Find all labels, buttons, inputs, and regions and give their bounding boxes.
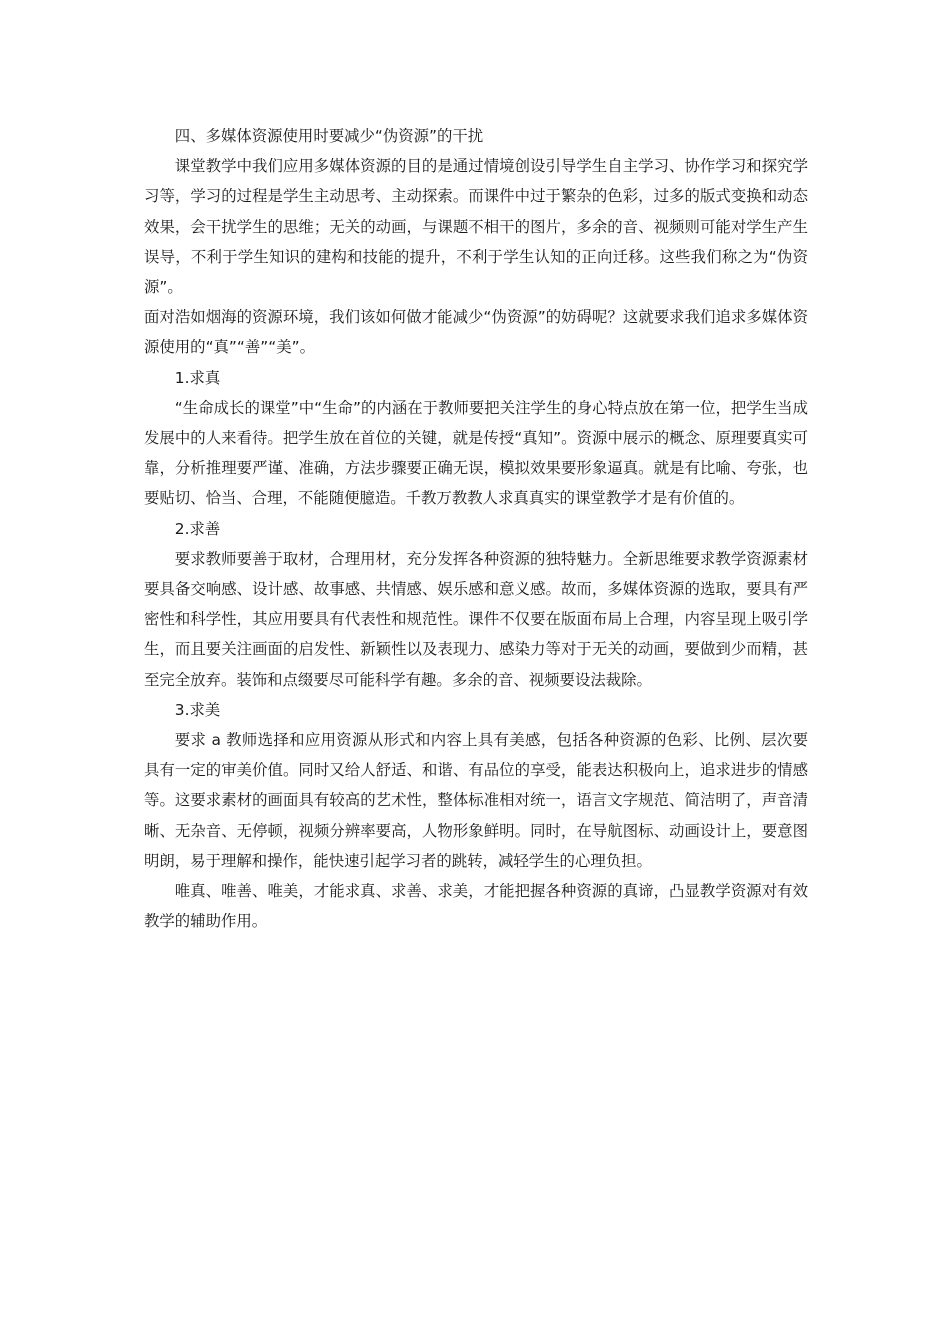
paragraph-question: 面对浩如烟海的资源环境，我们该如何做才能减少“伪资源”的妨碍呢？这就要求我们追求多媒体资源使用的“真”“善”“美”。 [144, 308, 808, 357]
paragraph-truth: “生命成长的课堂”中“生命”的内涵在于教师要把关注学生的身心特点放在第一位，把学生当成发展中的人来看待。把学生放在首位的关键，就是传授“真知”。资源中展示的概念、原理要真实可靠，分析推理要严谨、准确，方法步骤要正确无误，模拟效果要形象逼真。就是有比喻、夸张，也要贴切、恰当、合理，不能随便臆造。千教万教教人求真真实的课堂教学才是有价值的。 [144, 398, 808, 508]
subheading-goodness: 2.求善 [174, 519, 221, 538]
subheading-truth: 1.求真 [174, 368, 221, 387]
paragraph-conclusion: 唯真、唯善、唯美，才能求真、求善、求美，才能把握各种资源的真谛，凸显教学资源对有效教学的辅助作用。 [144, 882, 808, 931]
paragraph-goodness: 要求教师要善于取材，合理用材，充分发挥各种资源的独特魅力。全新思维要求教学资源素材要具备交响感、设计感、故事感、共情感、娱乐感和意义感。故而，多媒体资源的选取，要具有严密性和科学性，其应用要具有代表性和规范性。课件不仅要在版面布局上合理，内容呈现上吸引学生，而且要关注画面的启发性、新颖性以及表现力、感染力等对于无关的动画，要做到少而精，甚至完全放弃。装饰和点缀要尽可能科学有趣。多余的音、视频要设法裁除。 [144, 549, 808, 689]
section-heading: 四、多媒体资源使用时要减少“伪资源”的干扰 [174, 127, 484, 145]
paragraph-intro: 课堂教学中我们应用多媒体资源的目的是通过情境创设引导学生自主学习、协作学习和探究学习等，学习的过程是学生主动思考、主动探索。而课件中过于繁杂的色彩，过多的版式变换和动态效果，会干扰学生的思维；无关的动画，与课题不相干的图片，多余的音、视频则可能对学生产生误导，不利于学生知识的建构和技能的提升，不利于学生认知的正向迁移。这些我们称之为“伪资源”。 [144, 157, 808, 297]
subheading-beauty: 3.求美 [174, 700, 221, 719]
paragraph-beauty: 要求 a 教师选择和应用资源从形式和内容上具有美感，包括各种资源的色彩、比例、层次要具有一定的审美价值。同时又给人舒适、和谐、有品位的享受，能表达积极向上，追求进步的情感等。这要求素材的画面具有较高的艺术性，整体标准相对统一，语言文字规范、简洁明了，声音清晰、无杂音、无停顿，视频分辨率要高，人物形象鲜明。同时，在导航图标、动画设计上，要意图明朗，易于理解和操作，能快速引起学习者的跳转，减轻学生的心理负担。 [144, 731, 808, 870]
document-body [144, 121, 808, 936]
